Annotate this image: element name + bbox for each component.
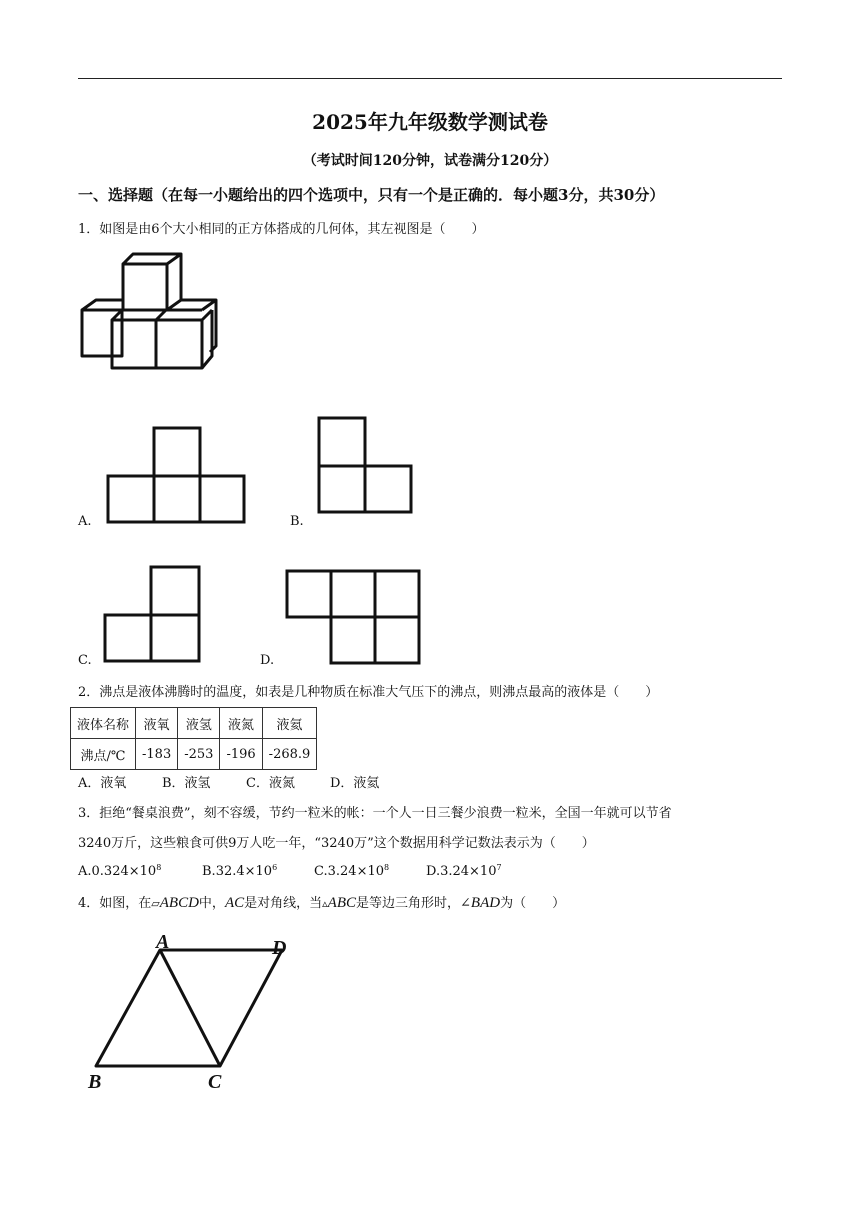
option-c-label[interactable]: C. (78, 653, 92, 668)
angle-icon: ∠ (460, 896, 471, 911)
q3-option-b[interactable]: $B.32.4\times 10^6$ (202, 863, 278, 880)
section-heading: 一、选择题（在每一小题给出的四个选项中，只有一个是正确的．每小题3分，共30分） (78, 186, 665, 204)
table-cell: -183 (136, 739, 178, 770)
option-a-figure[interactable] (106, 426, 246, 526)
option-a-label[interactable]: A. (78, 514, 92, 529)
option-b-figure[interactable] (317, 416, 413, 516)
table-cell: 液氦 (262, 708, 317, 739)
q2-option-d[interactable]: D．液氦 (330, 776, 380, 791)
table-cell: 沸点/℃ (71, 739, 136, 770)
question-1-text: 1．如图是由6个大小相同的正方体搭成的几何体，其左视图是（ ） (78, 222, 485, 237)
option-c-figure[interactable] (103, 565, 203, 665)
vertex-d-label: D (272, 937, 287, 959)
q3-option-c[interactable]: $C.3.24\times 10^8$ (314, 863, 390, 880)
table-cell: 液氮 (220, 708, 262, 739)
question-2-options (78, 772, 379, 791)
table-row (71, 708, 317, 739)
vertex-a-label: A (156, 931, 170, 953)
table-cell: 液氧 (136, 708, 178, 739)
table-cell: 液体名称 (71, 708, 136, 739)
q2-option-c[interactable]: C．液氮 (246, 776, 295, 791)
option-b-label[interactable]: B. (290, 514, 304, 529)
q2-option-b[interactable]: B．液氢 (162, 776, 211, 791)
question-3-line-1: 3．拒绝“餐桌浪费”，刻不容缓，节约一粒米的帐：一个人一日三餐少浪费一粒米，全国一年就可以节省 (78, 806, 672, 821)
top-rule (78, 78, 782, 79)
table-row (71, 739, 317, 770)
question-4-text: 4．如图，在▱ABCD中，AC是对角线，当▵ABC是等边三角形时，∠BAD为（ ） (78, 895, 566, 911)
boiling-point-table (70, 707, 317, 770)
cube-stack-figure (78, 252, 238, 372)
parallelogram-icon: ▱ (151, 897, 160, 910)
vertex-c-label: C (208, 1071, 222, 1093)
vertex-b-label: B (88, 1071, 102, 1093)
question-2-text: 2．沸点是液体沸腾时的温度，如表是几种物质在标准大气压下的沸点，则沸点最高的液体是（ ） (78, 685, 659, 700)
option-d-figure[interactable] (285, 569, 425, 667)
triangle-icon: ▵ (322, 897, 328, 910)
question-3-options (78, 863, 502, 879)
table-cell: -196 (220, 739, 262, 770)
table-cell: 液氢 (178, 708, 220, 739)
table-cell: -268.9 (262, 739, 317, 770)
parallelogram-figure (86, 932, 296, 1092)
option-d-label[interactable]: D. (260, 653, 275, 668)
question-3-line-2: 3240万斤，这些粮食可供9万人吃一年，“3240万”这个数据用科学记数法表示为（ ） (78, 836, 595, 851)
page-title: 2025年九年级数学测试卷 (312, 110, 548, 134)
q3-option-d[interactable]: $D.3.24\times 10^7$ (426, 863, 502, 880)
q2-option-a[interactable]: A．液氧 (78, 776, 127, 791)
q3-option-a[interactable]: $A.0.324\times 10^8$ (78, 863, 162, 880)
exam-info: （考试时间120分钟，试卷满分120分） (302, 153, 558, 169)
table-cell: -253 (178, 739, 220, 770)
